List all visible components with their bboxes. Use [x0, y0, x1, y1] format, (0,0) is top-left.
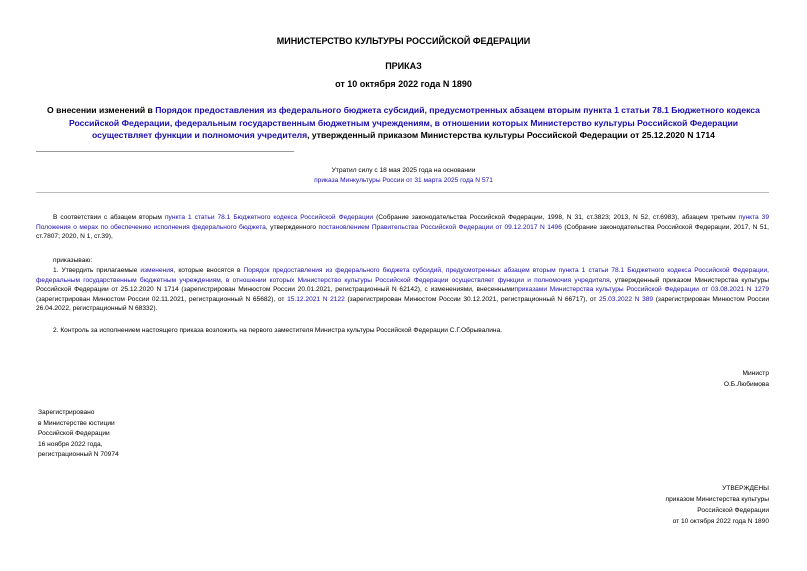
item1-text: (зарегистрирован Минюстом России 02.11.2021, регистрационный N 65682), от: [36, 295, 288, 303]
item1-text: , которые вносятся в: [173, 267, 244, 274]
preamble-paragraph: [36, 213, 769, 242]
regulation-point-39-link[interactable]: пункта 39 Положения о мерах по обеспечению исполнения федерального бюджета: [36, 214, 770, 231]
approved-line: УТВЕРЖДЕНЫ: [722, 485, 769, 492]
government-resolution-link[interactable]: постановлением Правительства Российской Федерации от 09.12.2017 N 1496: [318, 223, 562, 231]
preamble-text: (Собрание законодательства Российской Федерации, 1998, N 31, ст.3823; 2013, N 52, ст.6983), абзацем третьим: [373, 214, 739, 221]
ministry-heading: МИНИСТЕРСТВО КУЛЬТУРЫ РОССИЙСКОЙ ФЕДЕРАЦИИ: [276, 36, 531, 46]
approved-line: приказом Министерства культуры: [665, 496, 769, 503]
signature-position: Министр: [742, 370, 769, 377]
order-2122-link[interactable]: 15.12.2021 N 2122: [287, 295, 345, 303]
order-item-2: 2. Контроль за исполнением настоящего приказа возложить на первого заместителя Министра культуры Российской Федерации С.Г.Обрывалина.: [53, 327, 503, 334]
budget-code-link[interactable]: пункта 1 статьи 78.1 Бюджетного кодекса Российской Федерации: [164, 214, 374, 221]
registration-line: 16 ноября 2022 года,: [38, 440, 103, 448]
signature-name: О.Б.Любимова: [723, 381, 769, 388]
divider-short: [36, 151, 294, 152]
order-date-heading: от 10 октября 2022 года N 1890: [335, 79, 472, 89]
title-suffix: , утвержденный приказом Министерства культуры Российской Федерации от 25.12.2020 N 1714: [307, 130, 715, 140]
item1-text: (зарегистрирован Минюстом России 30.12.2021, регистрационный N 66717), от: [344, 295, 600, 303]
title-procedure-link[interactable]: Порядок предоставления из федерального бюджета субсидий, предусмотренных абзацем вторым пункта 1 статьи 78.1 Бюджетного кодекса Российской Федерации, федеральным государственным бюджетным учреждениям, в отношении которых Министерство культуры Российской Федерации осуществляет функции и полномочия учредителя: [68, 105, 760, 140]
approved-block: [666, 483, 769, 527]
changes-link[interactable]: изменения: [140, 267, 174, 274]
order-type-heading: ПРИКАЗ: [385, 61, 422, 71]
registration-block: [38, 408, 119, 461]
approved-line: Российской Федерации: [697, 507, 769, 514]
order-word: приказываю:: [53, 257, 93, 264]
expired-note-link[interactable]: приказа Минкультуры России от 31 марта 2025 года N 571: [314, 177, 493, 184]
item1-text: (зарегистрирован Минюстом России 26.04.2022, регистрационный N 68332).: [36, 295, 770, 313]
order-1279-link[interactable]: приказами Министерства культуры Российской Федерации от 03.08.2021 N 1279: [514, 286, 769, 294]
preamble-text: (Собрание законодательства Российской Федерации, 2017, N 51, ст.7807; 2020, N 1, ст.39),: [36, 223, 769, 241]
registration-line: Российской Федерации: [38, 430, 110, 438]
item1-text: 1. Утвердить прилагаемые: [53, 267, 141, 274]
expired-note-text: Утратил силу с 18 мая 2025 года на основании: [331, 167, 476, 174]
expired-note: [200, 166, 607, 186]
order-389-link[interactable]: 25.03.2022 N 389: [599, 295, 654, 303]
registration-line: в Министерстве юстиции: [38, 419, 115, 427]
divider-long: [36, 192, 769, 193]
item1-text: , утвержденный приказом Министерства культуры Российской Федерации от 25.12.2020 N 1714 (зарегистрирован Минюстом России 20.01.2021, регистрационный N 62142), с изменениями, внесенными: [36, 276, 770, 294]
order-title: [44, 104, 763, 142]
approved-line: от 10 октября 2022 года N 1890: [672, 518, 769, 525]
preamble-text: , утвержденного: [265, 223, 319, 231]
preamble-text: В соответствии с абзацем вторым: [53, 214, 165, 221]
title-prefix: О внесении изменений в: [47, 105, 156, 115]
order-item-1: [36, 266, 769, 314]
registration-line: регистрационный N 70974: [38, 451, 119, 459]
registration-line: Зарегистрировано: [38, 409, 95, 416]
procedure-link[interactable]: Порядок предоставления из федерального бюджета субсидий, предусмотренных абзацем вторым пункта 1 статьи 78.1 Бюджетного кодекса Российской Федерации, федеральным государственным бюджетным учреждениям, в отношении которых Министерство культуры Российской Федерации осуществляет функции и полномочия учредителя: [36, 267, 769, 284]
signature-block: [724, 368, 769, 390]
